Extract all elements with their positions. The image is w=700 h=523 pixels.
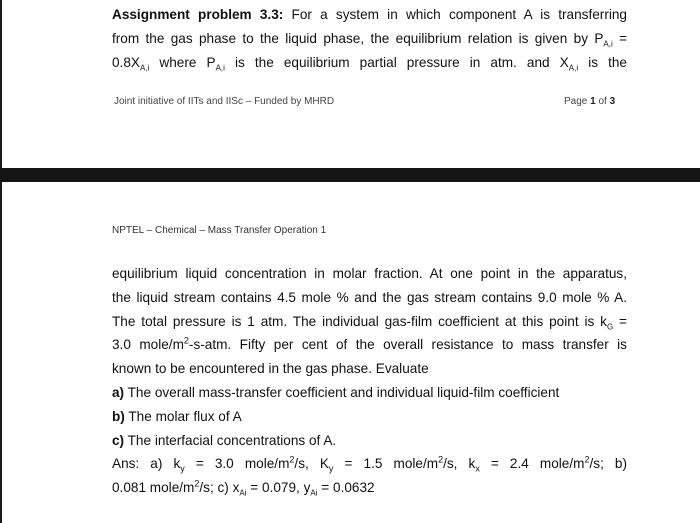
text-span: = 0.079, y — [246, 480, 311, 496]
superscript: 2 — [438, 454, 444, 465]
problem-heading: Assignment problem 3.3: — [112, 7, 284, 22]
text-span: = — [612, 30, 628, 46]
page-number: 1 — [590, 96, 596, 107]
subscript: A,i — [139, 63, 150, 73]
problem-statement-part-1 — [112, 3, 627, 74]
superscript: 2 — [289, 454, 295, 465]
page-footer-number — [564, 96, 615, 107]
page-header: NPTEL – Chemical – Mass Transfer Operation 1 — [112, 225, 327, 236]
question-b — [112, 405, 627, 429]
subscript: y — [180, 464, 185, 475]
text-line: the liquid stream contains 4.5 mole % and the gas stream contains 9.0 mole % A. — [112, 289, 627, 305]
subscript: Ai — [239, 488, 247, 498]
text-span: /s; b) — [589, 456, 628, 472]
text-line: equilibrium liquid concentration in molar fraction. At one point in the apparatus, — [112, 266, 627, 281]
page-footer-credit: Joint initiative of IITs and IISc – Funded by MHRD — [114, 96, 335, 107]
text-span: 0.081 mole/m — [112, 480, 195, 496]
superscript: 2 — [183, 335, 189, 346]
superscript: 2 — [194, 478, 200, 489]
superscript: 2 — [584, 454, 590, 465]
text-span: 0.8X — [112, 54, 140, 70]
document-page-1 — [2, 0, 700, 168]
subscript: G — [606, 322, 614, 332]
text-line — [112, 3, 627, 27]
text-line — [112, 51, 627, 75]
text-span: /s; c) x — [199, 480, 240, 496]
subscript: A,i — [603, 39, 613, 49]
text-span: 3.0 mole/m — [112, 337, 184, 353]
question-c — [112, 429, 627, 453]
text-span: = — [613, 313, 627, 329]
text-span: The total pressure is 1 atm. The individual gas-film coefficient at this point is k — [112, 313, 607, 329]
answer-line-1 — [112, 452, 627, 476]
subscript: A,i — [568, 63, 579, 73]
text-span: is the — [578, 54, 627, 70]
text-span: = 0.0632 — [317, 480, 375, 496]
text-span: Page — [564, 96, 591, 107]
subscript: x — [475, 464, 480, 475]
problem-statement-part-2 — [112, 262, 627, 500]
text-span: -s-atm. Fifty per cent of the overall resistance to mass transfer is — [188, 337, 627, 353]
text-span: of — [595, 96, 610, 107]
page-separator — [0, 168, 700, 182]
question-label: c) — [112, 432, 125, 448]
text-span: from the gas phase to the liquid phase, the equilibrium relation is given by P — [112, 30, 604, 46]
text-span: Ans: a) k — [112, 456, 181, 472]
text-span: For a system in which component A is transferring — [291, 7, 627, 22]
text-line — [112, 310, 627, 334]
page-total: 3 — [609, 96, 616, 107]
answer-line-2 — [112, 476, 627, 500]
text-line — [112, 333, 627, 357]
question-label: a) — [112, 384, 125, 400]
text-span: /s, K — [294, 456, 329, 472]
text-span: = 1.5 mole/m — [333, 456, 439, 472]
text-span: = 2.4 mole/m — [479, 456, 585, 472]
subscript: y — [328, 464, 334, 475]
subscript: A,i — [215, 63, 225, 73]
subscript: Ai — [310, 488, 318, 498]
question-a — [112, 381, 627, 405]
question-text: The interfacial concentrations of A. — [124, 432, 337, 448]
text-span: is the equilibrium partial pressure in atm. and X — [224, 54, 569, 70]
question-text: The overall mass-transfer coefficient and individual liquid-film coefficient — [124, 384, 560, 400]
question-text: The molar flux of A — [124, 408, 242, 424]
text-line — [112, 27, 627, 51]
text-span: where P — [149, 54, 216, 70]
text-span: = 3.0 mole/m — [184, 456, 290, 472]
document-page-2 — [2, 182, 700, 523]
text-line: known to be encountered in the gas phase. Evaluate — [112, 361, 429, 377]
text-span: /s, k — [443, 456, 476, 472]
question-label: b) — [112, 408, 125, 424]
